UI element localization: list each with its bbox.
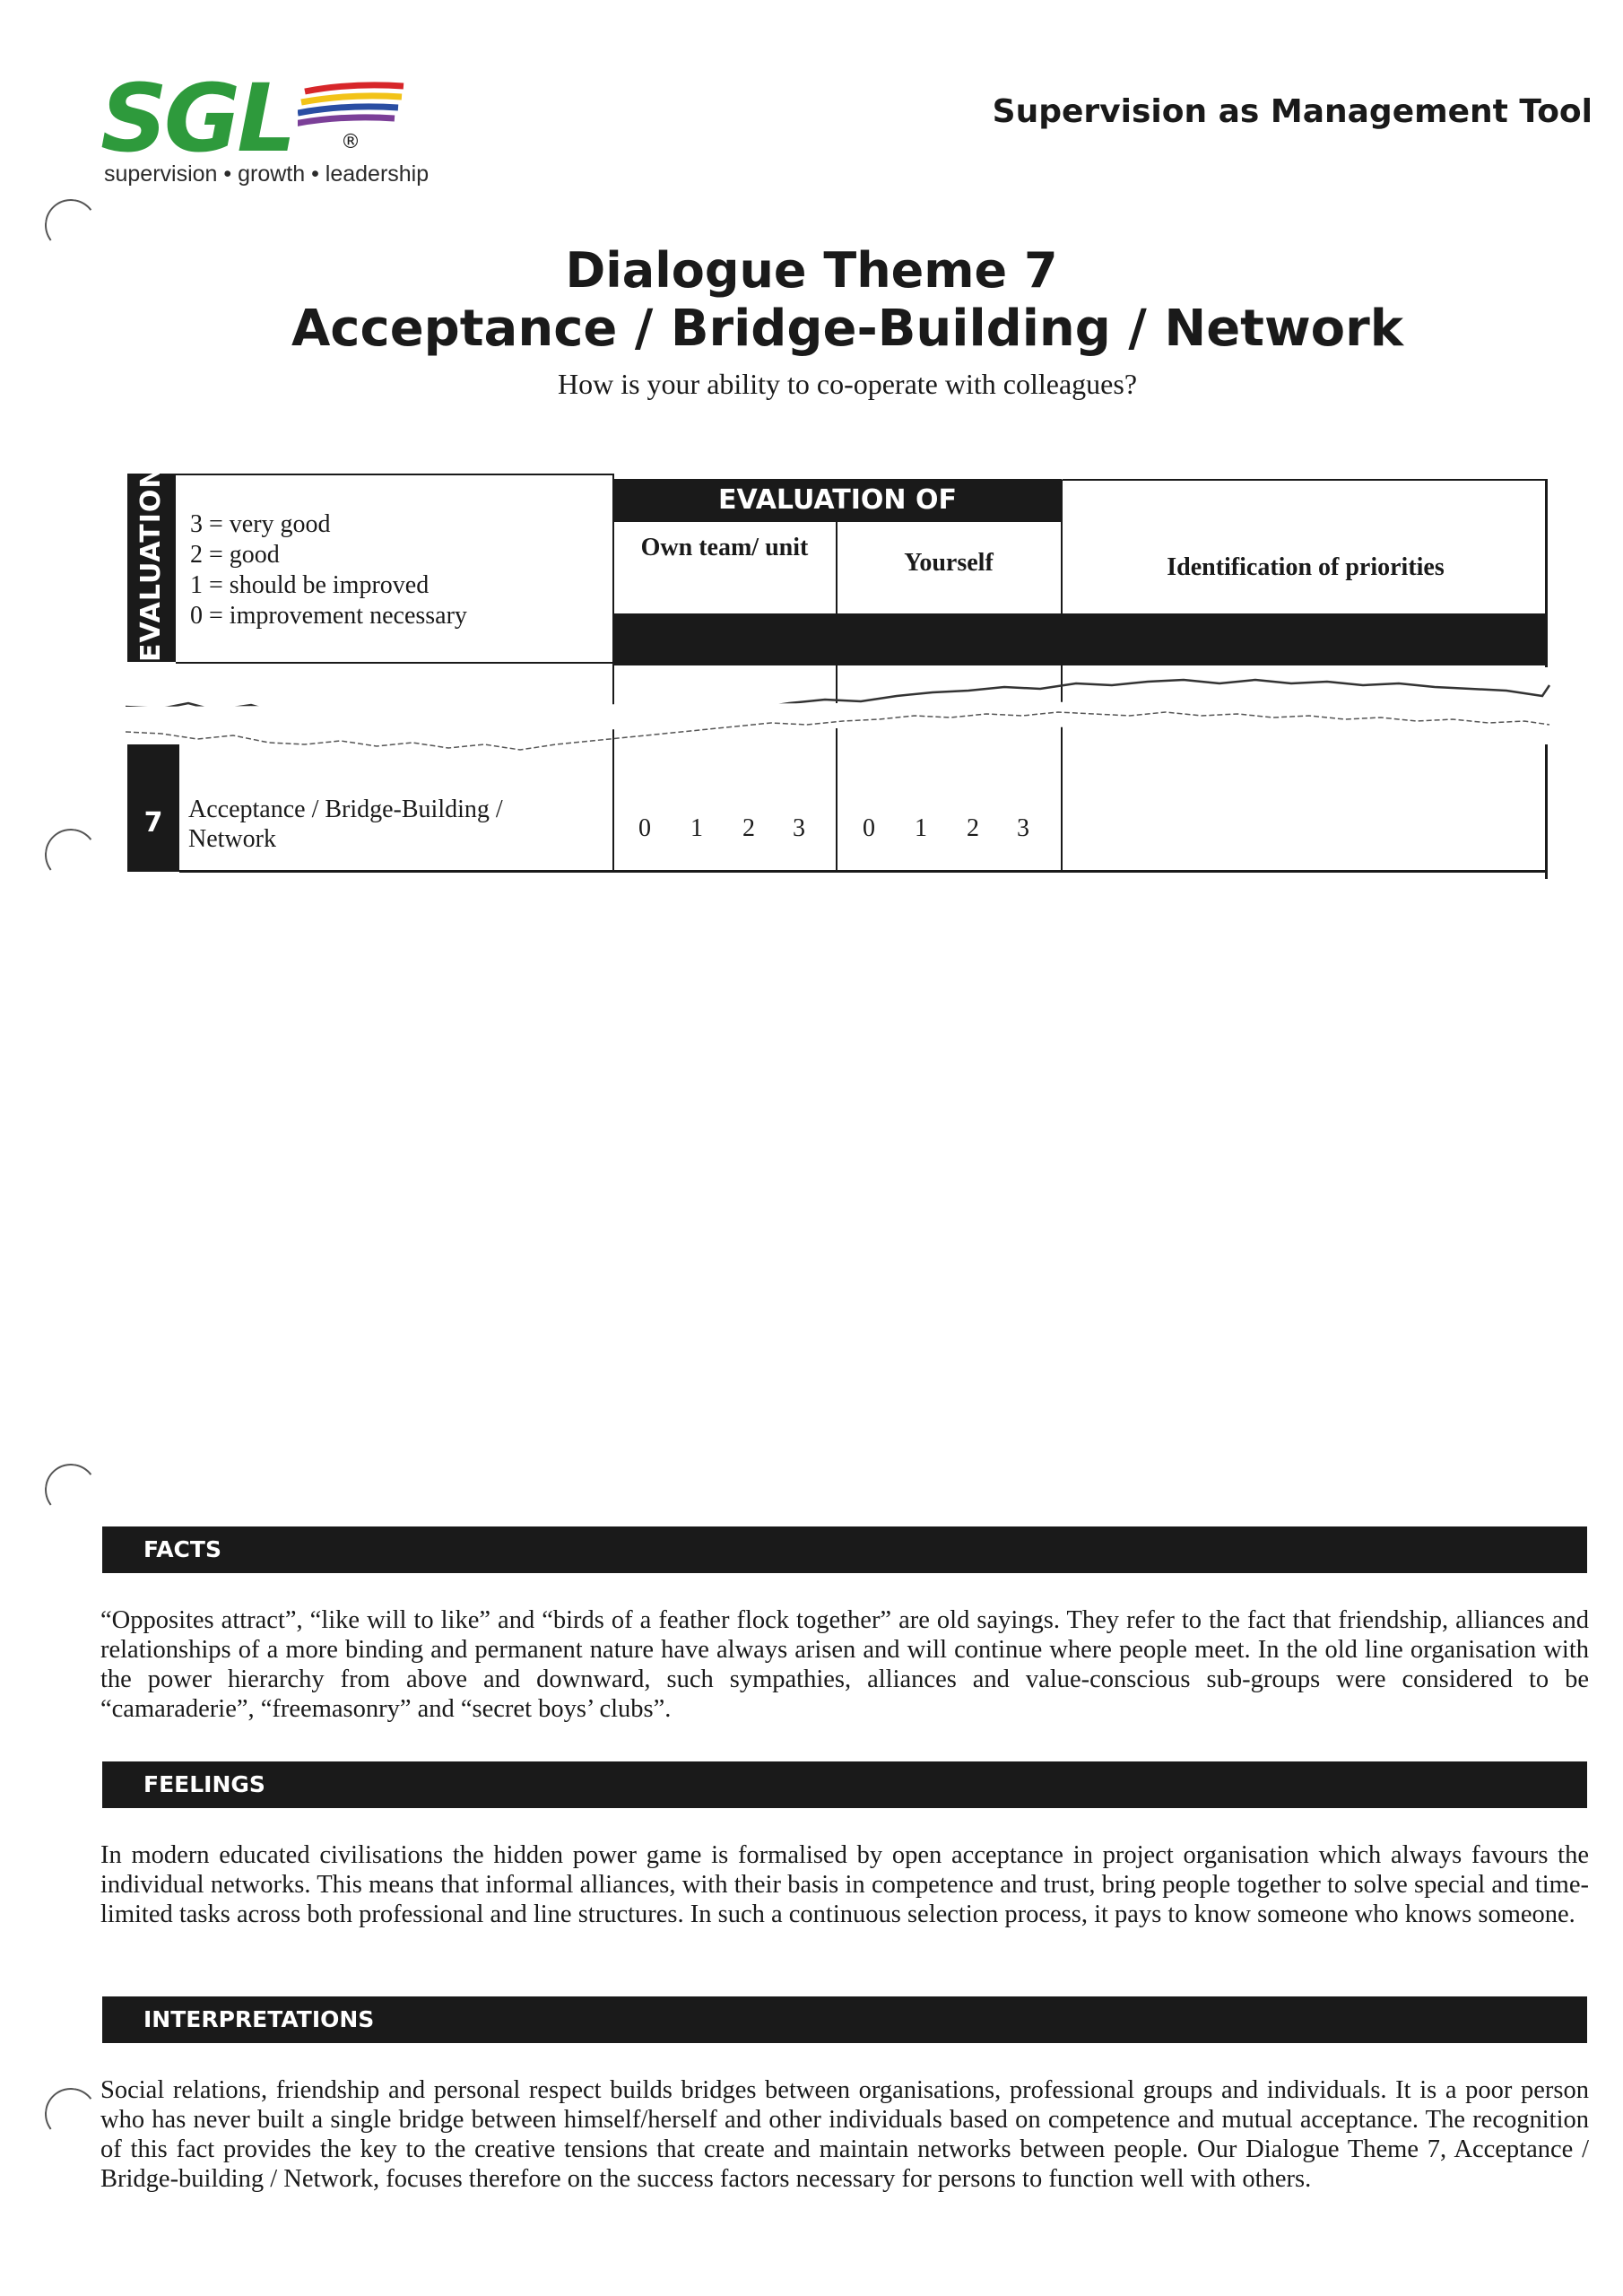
yourself-score-1[interactable]: 1 [915,814,927,842]
column-own-team: Own team/ unit [640,534,809,561]
row-label: Acceptance / Bridge-Building / Network [188,796,503,853]
hole-punch [41,825,100,884]
table-shadow [1062,479,1063,480]
yourself-score-0[interactable]: 0 [863,814,875,842]
section-text-feelings: In modern educated civilisations the hidden power game is formalised by open acceptance in project organisation which always favours the individual networks. This means that informal alliances, with their basis in competence and trust, bring people together to solve special and time-limited tasks across both professional and line structures. In such a continuous selection process, it pays to know someone who knows someone. [100,1841,1589,1928]
hole-punch [41,1460,100,1519]
logo-stripes-icon [298,79,405,133]
section-heading-feelings: FEELINGS [102,1761,1587,1808]
logo-wordmark: SGL [100,64,293,173]
section-text-interpretations: Social relations, friendship and personal respect builds bridges between organisations, professional groups and individuals. It is a poor person who has never built a single bridge between himself/herself and other individuals based on competence and mutual acceptance. The recognition of this fact provides the key to the creative tensions that create and maintain networks between people. Our Dialogue Theme 7, Acceptance / Bridge-building / Network, focuses therefore on the success factors necessary for persons to function well with others. [100,2076,1589,2193]
yourself-score-3[interactable]: 3 [1017,814,1029,842]
own-score-1[interactable]: 1 [690,814,703,842]
theme-question: How is your ability to co-operate with colleagues? [557,368,1138,400]
section-heading-facts: FACTS [102,1526,1587,1573]
header-title: Supervision as Management Tool [992,93,1593,130]
scale-item: 0 = improvement necessary [190,602,467,630]
table-border [179,870,1548,873]
evaluation-side-bar [127,465,176,662]
evaluation-side-label: EVALUATION [135,465,167,662]
section-text-facts: “Opposites attract”, “like will to like” and “birds of a feather flock together” are old sayings. They refer to the fact that friendship, alliances and relationships of a more binding and permanent nature have always arisen and will continue where people meet. In the old line organisation with the power hierarchy from above and downward, such sympathies, alliances and value-conscious sub-groups were considered to be “camaraderie”, “freemasonry” and “secret boys’ clubs”. [100,1606,1589,1723]
evaluation-of-header: EVALUATION OF [613,479,1062,522]
yourself-score-2[interactable]: 2 [967,814,979,842]
registered-mark: ® [341,131,360,153]
hole-punch [41,2084,100,2144]
logo-tagline: supervision • growth • leadership [104,161,430,187]
row-number: 7 [127,744,179,872]
column-yourself: Yourself [904,549,994,577]
column-priorities: Identification of priorities [1167,553,1445,581]
own-score-2[interactable]: 2 [742,814,755,842]
section-heading-interpretations: INTERPRETATIONS [102,1996,1587,2043]
scale-item: 3 = very good [190,510,331,538]
page-subtitle: Acceptance / Bridge-Building / Network [291,300,1404,358]
scale-item: 1 = should be improved [190,571,430,599]
own-score-3[interactable]: 3 [793,814,805,842]
sgl-logo [100,64,430,197]
rating-scale [190,509,467,631]
own-score-0[interactable]: 0 [638,814,651,842]
torn-edge-divider [126,664,1551,771]
header-band [613,613,1546,665]
table-border [1062,479,1546,481]
scale-item: 2 = good [190,541,280,569]
page-title: Dialogue Theme 7 [565,242,1058,299]
table-border [176,474,613,475]
